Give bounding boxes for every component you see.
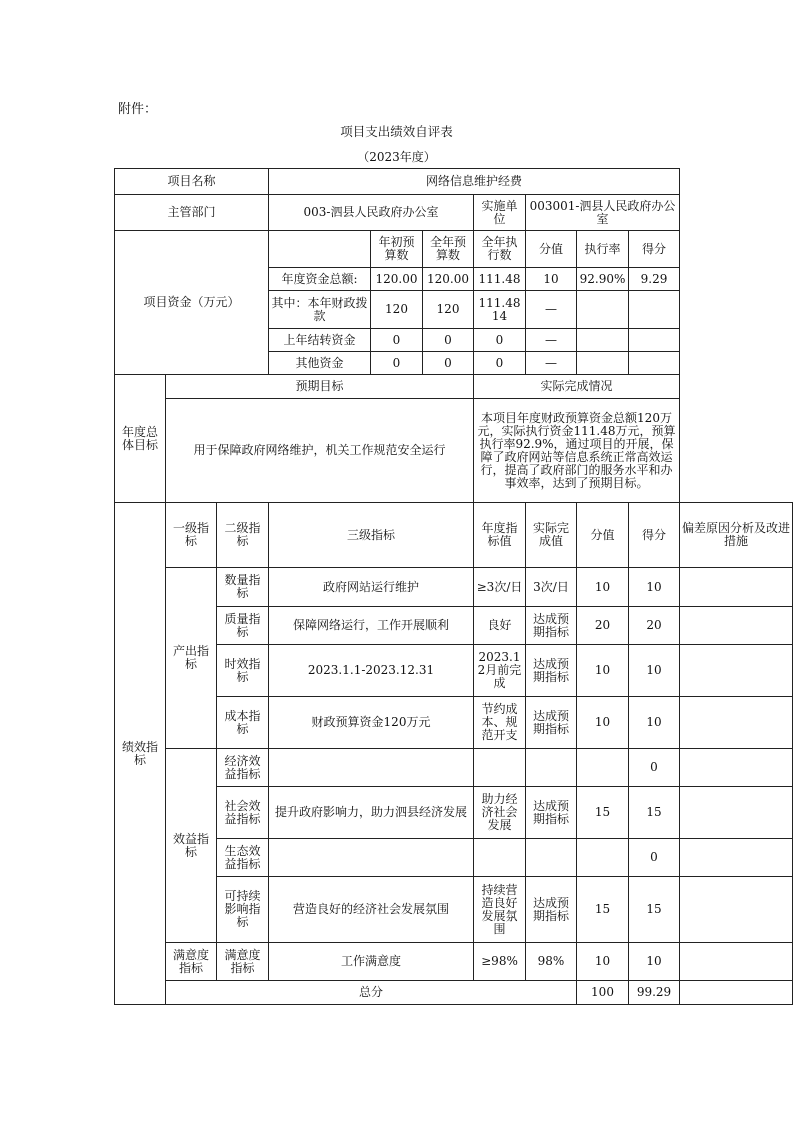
- department-row: [115, 195, 793, 231]
- indicator-score: 15: [629, 877, 680, 943]
- indicator-l3: 财政预算资金120万元: [269, 697, 474, 749]
- funds-cell: —: [526, 329, 577, 352]
- indicator-score: 0: [629, 749, 680, 787]
- indicator-actual: 达成预期指标: [526, 787, 577, 839]
- indicator-l2: 社会效益指标: [217, 787, 269, 839]
- indicator-actual: 98%: [526, 943, 577, 981]
- indicator-weight: [577, 839, 629, 877]
- indicator-target: 2023.12月前完成: [474, 645, 526, 697]
- indicator-l3: 2023.1.1-2023.12.31: [269, 645, 474, 697]
- indicators-label: 绩效指标: [115, 503, 166, 1005]
- indicator-target: [474, 839, 526, 877]
- indicator-score: 10: [629, 568, 680, 607]
- funds-cell: 0: [474, 329, 526, 352]
- funds-row-label: 其他资金: [269, 352, 371, 375]
- indicator-target: 助力经济社会发展: [474, 787, 526, 839]
- indicator-actual: 3次/日: [526, 568, 577, 607]
- indicator-header: 得分: [629, 503, 680, 568]
- indicator-score: 15: [629, 787, 680, 839]
- year-subtitle: （2023年度）: [357, 150, 436, 164]
- indicator-l3: 政府网站运行维护: [269, 568, 474, 607]
- indicator-score: 0: [629, 839, 680, 877]
- indicator-actual: [526, 749, 577, 787]
- funds-cell: 111.48: [474, 268, 526, 291]
- indicator-note: [680, 877, 793, 943]
- total-weight: 100: [577, 981, 629, 1005]
- indicator-note: [680, 749, 793, 787]
- indicator-l3: 工作满意度: [269, 943, 474, 981]
- total-label: 总分: [166, 981, 577, 1005]
- indicator-l2: 可持续影响指标: [217, 877, 269, 943]
- funds-cell: [577, 329, 629, 352]
- goals-content-row: [115, 399, 793, 503]
- funds-header-blank: [269, 231, 371, 268]
- indicator-target: 良好: [474, 607, 526, 645]
- satisfaction-indicator-label: 满意度指标: [166, 943, 217, 981]
- indicator-weight: 10: [577, 568, 629, 607]
- indicator-note: [680, 645, 793, 697]
- funds-label: 项目资金（万元）: [115, 231, 269, 375]
- indicator-target: 持续营造良好发展氛围: [474, 877, 526, 943]
- indicator-l2: 数量指标: [217, 568, 269, 607]
- funds-header: 分值: [526, 231, 577, 268]
- indicator-row: [115, 568, 793, 607]
- project-name-label: 项目名称: [115, 169, 269, 195]
- indicator-actual: [526, 839, 577, 877]
- indicator-row: [115, 607, 793, 645]
- funds-cell: —: [526, 291, 577, 329]
- funds-cell: —: [526, 352, 577, 375]
- indicator-l3: 保障网络运行，工作开展顺利: [269, 607, 474, 645]
- indicator-actual: 达成预期指标: [526, 697, 577, 749]
- funds-cell: [577, 291, 629, 329]
- benefit-indicator-label: 效益指标: [166, 749, 217, 943]
- indicator-note: [680, 607, 793, 645]
- funds-cell: [577, 352, 629, 375]
- indicator-score: 20: [629, 607, 680, 645]
- funds-cell: 9.29: [629, 268, 680, 291]
- indicator-note: [680, 839, 793, 877]
- indicator-header: 偏差原因分析及改进措施: [680, 503, 793, 568]
- performance-table: [114, 168, 793, 1005]
- indicator-weight: [577, 749, 629, 787]
- indicator-row: [115, 877, 793, 943]
- indicator-weight: 20: [577, 607, 629, 645]
- indicator-target: ≥3次/日: [474, 568, 526, 607]
- indicator-target: ≥98%: [474, 943, 526, 981]
- indicator-l2: 质量指标: [217, 607, 269, 645]
- output-indicator-label: 产出指标: [166, 568, 217, 749]
- goals-header-row: [115, 375, 793, 399]
- funds-cell: 0: [474, 352, 526, 375]
- actual-result-text: 本项目年度财政预算资金总额120万元，实际执行资金111.48万元，预算执行率92.9%，通过项目的开展，保障了政府网站等信息系统正常高效运行，提高了政府部门的服务水平和办事效率，达到了预期目标。: [474, 399, 680, 503]
- funds-cell: [629, 291, 680, 329]
- funds-header: 得分: [629, 231, 680, 268]
- project-name-value: 网络信息维护经费: [269, 169, 680, 195]
- indicator-header: 二级指标: [217, 503, 269, 568]
- funds-cell: [629, 329, 680, 352]
- goals-label: 年度总体目标: [115, 375, 166, 503]
- indicator-row: [115, 697, 793, 749]
- funds-row-label: 其中：本年财政拨款: [269, 291, 371, 329]
- indicator-header: 一级指标: [166, 503, 217, 568]
- indicator-row: [115, 645, 793, 697]
- indicator-row: [115, 839, 793, 877]
- actual-result-header: 实际完成情况: [474, 375, 680, 399]
- funds-cell: 0: [371, 352, 423, 375]
- impl-value: 003001-泗县人民政府办公室: [526, 195, 680, 231]
- indicator-l3: [269, 839, 474, 877]
- funds-header: 执行率: [577, 231, 629, 268]
- indicator-header: 实际完成值: [526, 503, 577, 568]
- indicator-weight: 10: [577, 645, 629, 697]
- indicators-header-row: [115, 503, 793, 568]
- indicator-header: 三级指标: [269, 503, 474, 568]
- indicator-l2: 成本指标: [217, 697, 269, 749]
- funds-cell: [629, 352, 680, 375]
- indicator-l2: 满意度指标: [217, 943, 269, 981]
- attachment-label: 附件：: [118, 102, 158, 117]
- indicator-l2: 时效指标: [217, 645, 269, 697]
- indicator-target: [474, 749, 526, 787]
- indicator-weight: 10: [577, 697, 629, 749]
- funds-header-row: [115, 231, 793, 268]
- funds-row-label: 年度资金总额:: [269, 268, 371, 291]
- dept-label: 主管部门: [115, 195, 269, 231]
- indicator-row: [115, 749, 793, 787]
- indicator-weight: 15: [577, 877, 629, 943]
- indicator-actual: 达成预期指标: [526, 607, 577, 645]
- indicator-score: 10: [629, 943, 680, 981]
- project-name-row: [115, 169, 793, 195]
- expected-goal-text: 用于保障政府网络维护，机关工作规范安全运行: [166, 399, 474, 503]
- indicator-score: 10: [629, 697, 680, 749]
- indicator-actual: 达成预期指标: [526, 877, 577, 943]
- indicator-l2: 生态效益指标: [217, 839, 269, 877]
- funds-header: 全年预算数: [423, 231, 474, 268]
- indicator-score: 10: [629, 645, 680, 697]
- funds-header: 全年执行数: [474, 231, 526, 268]
- indicator-row: [115, 787, 793, 839]
- total-row: [115, 981, 793, 1005]
- impl-label: 实施单位: [474, 195, 526, 231]
- indicator-note: [680, 787, 793, 839]
- indicator-l3: [269, 749, 474, 787]
- indicator-header: 分值: [577, 503, 629, 568]
- funds-cell: 120: [371, 291, 423, 329]
- indicator-l2: 经济效益指标: [217, 749, 269, 787]
- funds-cell: 0: [371, 329, 423, 352]
- funds-cell: 0: [423, 329, 474, 352]
- indicator-target: 节约成本、规范开支: [474, 697, 526, 749]
- total-note: [680, 981, 793, 1005]
- indicator-l3: 营造良好的经济社会发展氛围: [269, 877, 474, 943]
- funds-cell: 120.00: [423, 268, 474, 291]
- indicator-l3: 提升政府影响力，助力泗县经济发展: [269, 787, 474, 839]
- funds-cell: 120.00: [371, 268, 423, 291]
- indicator-note: [680, 697, 793, 749]
- dept-value: 003-泗县人民政府办公室: [269, 195, 474, 231]
- indicator-row: [115, 943, 793, 981]
- funds-cell: 120: [423, 291, 474, 329]
- indicator-actual: 达成预期指标: [526, 645, 577, 697]
- page-title: 项目支出绩效自评表: [340, 124, 453, 139]
- funds-cell: 111.4814: [474, 291, 526, 329]
- indicator-note: [680, 568, 793, 607]
- funds-header: 年初预算数: [371, 231, 423, 268]
- funds-cell: 0: [423, 352, 474, 375]
- funds-row-label: 上年结转资金: [269, 329, 371, 352]
- funds-cell: 10: [526, 268, 577, 291]
- expected-goal-header: 预期目标: [166, 375, 474, 399]
- funds-cell: 92.90%: [577, 268, 629, 291]
- indicator-weight: 15: [577, 787, 629, 839]
- indicator-header: 年度指标值: [474, 503, 526, 568]
- indicator-note: [680, 943, 793, 981]
- indicator-weight: 10: [577, 943, 629, 981]
- total-score: 99.29: [629, 981, 680, 1005]
